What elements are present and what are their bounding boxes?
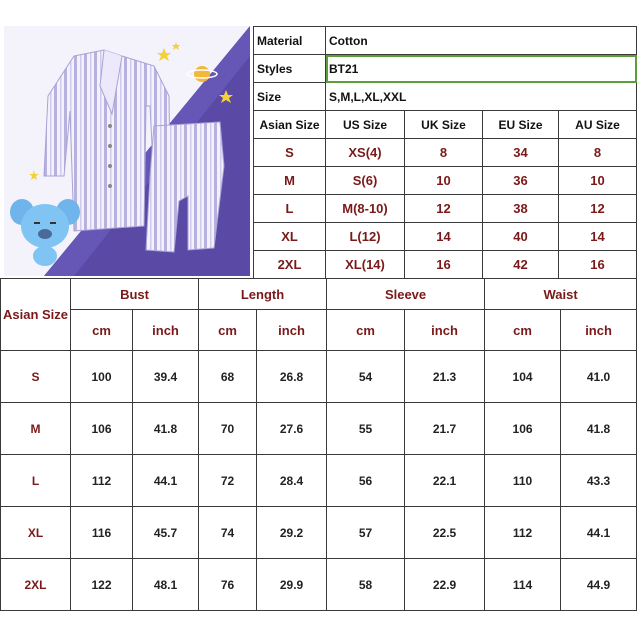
material-value: Cotton bbox=[326, 27, 637, 55]
measurement-row bbox=[1, 351, 637, 403]
measurement-cell: 29.9 bbox=[257, 559, 327, 611]
measurement-cell: 112 bbox=[71, 455, 133, 507]
group-length: Length bbox=[199, 279, 327, 310]
measurement-cell: 21.7 bbox=[405, 403, 485, 455]
material-label: Material bbox=[254, 27, 326, 55]
measurement-cell: 41.0 bbox=[561, 351, 637, 403]
measurement-cell: 48.1 bbox=[133, 559, 199, 611]
measurement-cell: 43.3 bbox=[561, 455, 637, 507]
header-uk-size: UK Size bbox=[405, 111, 483, 139]
header-au-size: AU Size bbox=[559, 111, 637, 139]
conversion-cell: L(12) bbox=[326, 223, 405, 251]
header-asian-size-measure: Asian Size bbox=[1, 279, 71, 351]
conversion-row bbox=[254, 223, 637, 251]
measurement-cell: 104 bbox=[485, 351, 561, 403]
unit-cell: cm bbox=[327, 310, 405, 351]
conversion-cell: XL(14) bbox=[326, 251, 405, 279]
measurement-row bbox=[1, 507, 637, 559]
conversion-row bbox=[254, 251, 637, 279]
product-image bbox=[4, 26, 250, 276]
conversion-row bbox=[254, 139, 637, 167]
measurement-cell: 29.2 bbox=[257, 507, 327, 559]
styles-label: Styles bbox=[254, 55, 326, 83]
group-waist: Waist bbox=[485, 279, 637, 310]
measurement-cell: 110 bbox=[485, 455, 561, 507]
conversion-cell: L bbox=[254, 195, 326, 223]
measurement-cell: 122 bbox=[71, 559, 133, 611]
measurement-cell: 106 bbox=[71, 403, 133, 455]
conversion-cell: 10 bbox=[559, 167, 637, 195]
conversion-cell: 34 bbox=[483, 139, 559, 167]
conversion-cell: 14 bbox=[405, 223, 483, 251]
measurement-cell: 58 bbox=[327, 559, 405, 611]
measurement-row bbox=[1, 559, 637, 611]
pajama-illustration bbox=[4, 26, 250, 276]
measurement-row bbox=[1, 455, 637, 507]
conversion-cell: 8 bbox=[559, 139, 637, 167]
header-asian-size: Asian Size bbox=[254, 111, 326, 139]
measurement-cell: 106 bbox=[485, 403, 561, 455]
measurement-cell: 41.8 bbox=[133, 403, 199, 455]
conversion-cell: XL bbox=[254, 223, 326, 251]
conversion-cell: 8 bbox=[405, 139, 483, 167]
measurement-cell: 68 bbox=[199, 351, 257, 403]
conversion-row bbox=[254, 195, 637, 223]
measurement-cell: 22.5 bbox=[405, 507, 485, 559]
measurement-cell: 28.4 bbox=[257, 455, 327, 507]
measurement-cell: 26.8 bbox=[257, 351, 327, 403]
header-us-size: US Size bbox=[326, 111, 405, 139]
conversion-cell: 36 bbox=[483, 167, 559, 195]
conversion-cell: M(8-10) bbox=[326, 195, 405, 223]
measurement-cell: 39.4 bbox=[133, 351, 199, 403]
unit-cell: cm bbox=[199, 310, 257, 351]
size-row bbox=[254, 83, 637, 111]
measurement-group-row bbox=[1, 279, 637, 310]
conversion-cell: 14 bbox=[559, 223, 637, 251]
header-eu-size: EU Size bbox=[483, 111, 559, 139]
measurement-cell: 114 bbox=[485, 559, 561, 611]
measurement-cell: 45.7 bbox=[133, 507, 199, 559]
group-sleeve: Sleeve bbox=[327, 279, 485, 310]
measurement-cell: 56 bbox=[327, 455, 405, 507]
conversion-cell: XS(4) bbox=[326, 139, 405, 167]
measurement-cell: 72 bbox=[199, 455, 257, 507]
conversion-cell: S(6) bbox=[326, 167, 405, 195]
measurement-cell: 44.9 bbox=[561, 559, 637, 611]
conversion-cell: 12 bbox=[405, 195, 483, 223]
measurement-size-cell: L bbox=[1, 455, 71, 507]
unit-cell: cm bbox=[485, 310, 561, 351]
conversion-cell: 16 bbox=[559, 251, 637, 279]
size-conversion-table bbox=[253, 26, 637, 279]
measurement-cell: 100 bbox=[71, 351, 133, 403]
conversion-cell: 40 bbox=[483, 223, 559, 251]
styles-value: BT21 bbox=[326, 55, 637, 83]
conversion-cell: 12 bbox=[559, 195, 637, 223]
conversion-header-row bbox=[254, 111, 637, 139]
measurement-cell: 22.1 bbox=[405, 455, 485, 507]
measurement-unit-row bbox=[1, 310, 637, 351]
measurement-cell: 57 bbox=[327, 507, 405, 559]
unit-cell: inch bbox=[257, 310, 327, 351]
measurement-size-cell: S bbox=[1, 351, 71, 403]
conversion-cell: 2XL bbox=[254, 251, 326, 279]
styles-row bbox=[254, 55, 637, 83]
measurement-size-cell: 2XL bbox=[1, 559, 71, 611]
unit-cell: inch bbox=[405, 310, 485, 351]
measurement-cell: 41.8 bbox=[561, 403, 637, 455]
conversion-cell: S bbox=[254, 139, 326, 167]
measurement-cell: 21.3 bbox=[405, 351, 485, 403]
conversion-cell: 42 bbox=[483, 251, 559, 279]
unit-cell: inch bbox=[133, 310, 199, 351]
unit-cell: inch bbox=[561, 310, 637, 351]
measurement-cell: 44.1 bbox=[133, 455, 199, 507]
measurement-cell: 70 bbox=[199, 403, 257, 455]
measurements-table bbox=[0, 278, 637, 611]
measurement-row bbox=[1, 403, 637, 455]
conversion-cell: M bbox=[254, 167, 326, 195]
group-bust: Bust bbox=[71, 279, 199, 310]
measurement-cell: 116 bbox=[71, 507, 133, 559]
conversion-cell: 38 bbox=[483, 195, 559, 223]
measurement-cell: 76 bbox=[199, 559, 257, 611]
conversion-cell: 16 bbox=[405, 251, 483, 279]
measurement-cell: 55 bbox=[327, 403, 405, 455]
conversion-cell: 10 bbox=[405, 167, 483, 195]
measurement-size-cell: M bbox=[1, 403, 71, 455]
unit-cell: cm bbox=[71, 310, 133, 351]
measurement-cell: 74 bbox=[199, 507, 257, 559]
size-value: S,M,L,XL,XXL bbox=[326, 83, 637, 111]
size-label: Size bbox=[254, 83, 326, 111]
conversion-row bbox=[254, 167, 637, 195]
measurement-cell: 112 bbox=[485, 507, 561, 559]
measurement-cell: 54 bbox=[327, 351, 405, 403]
measurement-cell: 22.9 bbox=[405, 559, 485, 611]
measurement-cell: 44.1 bbox=[561, 507, 637, 559]
material-row bbox=[254, 27, 637, 55]
measurement-cell: 27.6 bbox=[257, 403, 327, 455]
measurement-size-cell: XL bbox=[1, 507, 71, 559]
